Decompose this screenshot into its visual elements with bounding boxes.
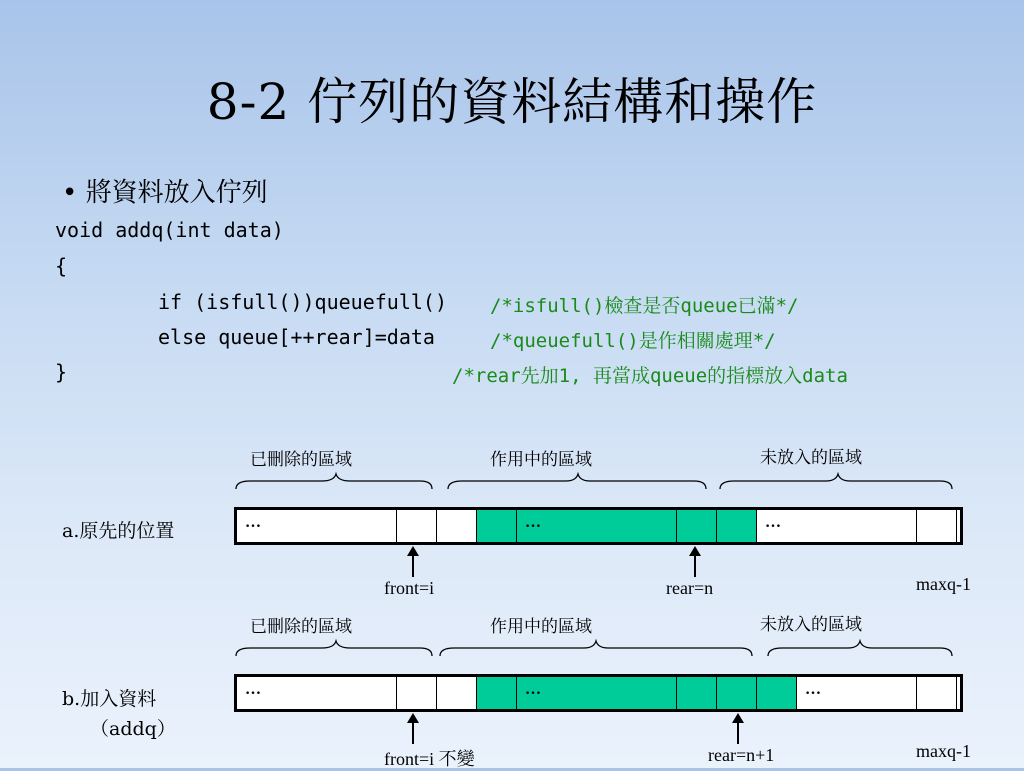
brace-unused-a: [720, 474, 952, 489]
front-pointer-label-b: front=i 不變: [384, 749, 475, 769]
region-label-active-a: 作用中的區域: [490, 450, 592, 470]
maxq-label-a: maxq-1: [916, 574, 971, 594]
brace-active-b: [440, 641, 752, 656]
queue-cell-text: …: [805, 681, 821, 698]
queue-cell-text: …: [245, 514, 261, 531]
bullet-heading: • 將資料放入佇列: [62, 178, 268, 208]
diagram-a-label: a.原先的位置: [62, 520, 175, 542]
slide-title: 8-2 佇列的資料結構和操作: [206, 73, 818, 131]
code-line-else: else queue[++rear]=data: [158, 325, 435, 349]
code-line-signature: void addq(int data): [55, 218, 284, 242]
maxq-label-b: maxq-1: [916, 741, 971, 761]
queue-cell-text: …: [525, 514, 541, 531]
brace-active-a: [448, 474, 706, 489]
brace-unused-b: [768, 641, 952, 656]
code-line-if: if (isfull())queuefull(): [158, 290, 447, 314]
region-label-unused-a: 未放入的區域: [760, 448, 862, 468]
diagram-b-label-line1: b.加入資料: [62, 688, 157, 710]
code-comment-isfull: /*isfull()檢查是否queue已滿*/: [490, 295, 799, 317]
code-comment-rear: /*rear先加1, 再當成queue的指標放入data: [452, 365, 848, 387]
queue-cell-text: …: [765, 514, 781, 531]
code-line-open-brace: {: [55, 254, 68, 278]
rear-pointer-label-a: rear=n: [666, 578, 714, 598]
region-label-unused-b: 未放入的區域: [760, 615, 862, 635]
front-pointer-label-a: front=i: [384, 578, 435, 598]
region-label-deleted-b: 已刪除的區域: [250, 617, 352, 637]
diagram-b-label-line2: （addq）: [90, 718, 176, 740]
region-label-deleted-a: 已刪除的區域: [250, 450, 352, 470]
code-comment-queuefull: /*queuefull()是作相關處理*/: [490, 330, 776, 352]
queue-cell-text: …: [245, 681, 261, 698]
rear-pointer-label-b: rear=n+1: [708, 745, 775, 765]
region-label-active-b: 作用中的區域: [490, 617, 592, 637]
brace-deleted-a: [236, 474, 432, 489]
code-line-close-brace: }: [55, 360, 68, 384]
brace-deleted-b: [236, 641, 432, 656]
queue-cell-text: …: [525, 681, 541, 698]
